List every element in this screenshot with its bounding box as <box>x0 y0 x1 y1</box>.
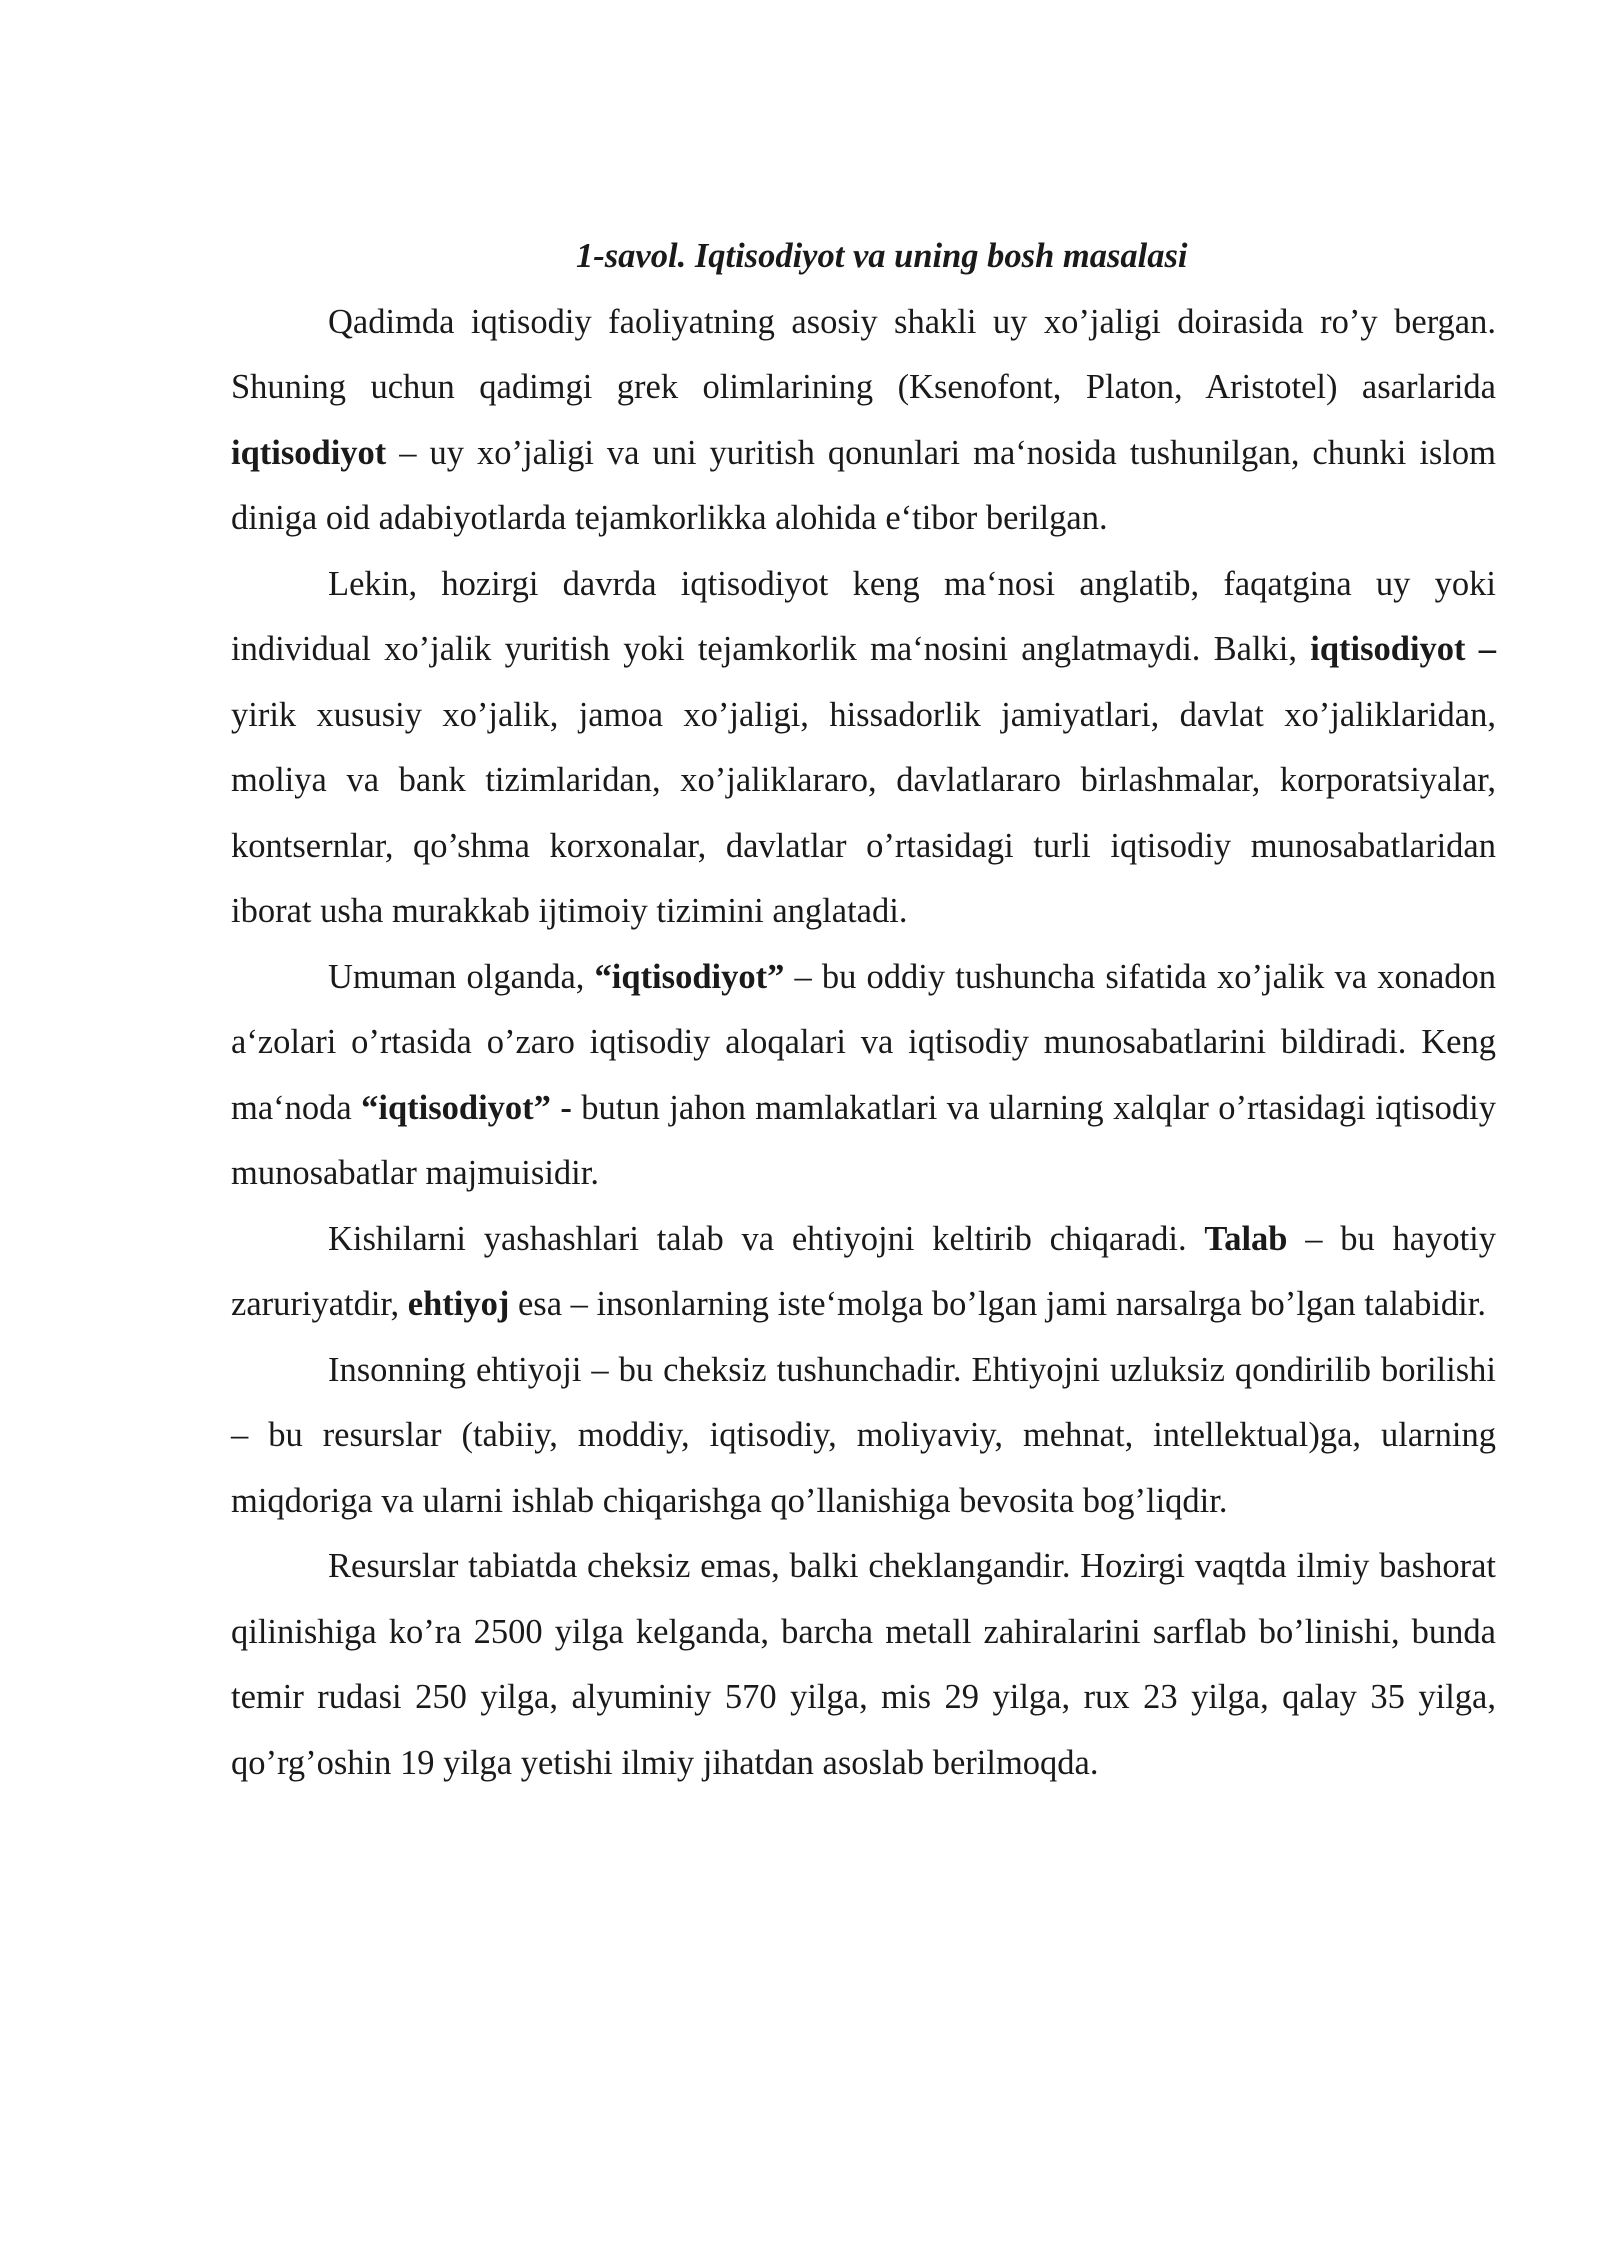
paragraph-3 <box>231 945 1496 1207</box>
paragraph-3-bold-term-1: “iqtisodiyot” <box>594 957 785 996</box>
paragraph-3-text-1: Umuman olganda, <box>328 957 595 996</box>
paragraph-6: Resurslar tabiatda cheksiz emas, balki cheklangandir. Hozirgi vaqtda ilmiy bashorat qilinishiga ko’ra 2500 yilga kelganda, barcha metall zahiralarini sarflab bo’linishi, bunda temir rudasi 250 yilga, alyuminiy 570 yilga, mis 29 yilga, rux 23 yilga, qalay 35 yilga, qo’rg’oshin 19 yilga yetishi ilmiy jihatdan asoslab berilmoqda. <box>231 1547 1496 1782</box>
paragraph-3-text-2: – bu oddiy tushuncha sifatida xo’jalik va xonadon a‘zolari o’rtasida o’zaro iqtisodiy aloqalari va iqtisodiy munosabatlarini bildiradi. Keng ma‘noda <box>231 957 1497 1127</box>
paragraph-4-text-3: esa – insonlarning iste‘molga bo’lgan jami narsalrga bo’lgan talabidir. <box>509 1285 1486 1323</box>
paragraph-2-bold-term: iqtisodiyot – <box>1310 630 1496 668</box>
section-title: 1-savol. Iqtisodiyot va uning bosh masalasi <box>576 237 1188 275</box>
paragraph-4-text-2: – bu hayotiy zaruriyatdir, <box>231 1219 1497 1323</box>
paragraph-1 <box>231 290 1496 552</box>
paragraph-1-text-2: – uy xo’jaligi va uni yuritish qonunlari ma‘nosida tushunilgan, chunki islom diniga oid adabiyotlarda tejamkorlikka alohida e‘tibor berilgan. <box>231 433 1496 537</box>
paragraph-4-bold-term-2: ehtiyoj <box>407 1285 510 1323</box>
paragraph-4-text-1: Kishilarni yashashlari talab va ehtiyojni keltirib chiqaradi. <box>328 1219 1205 1258</box>
paragraph-2 <box>231 552 1496 945</box>
paragraph-5: Insonning ehtiyoji – bu cheksiz tushunchadir. Ehtiyojni uzluksiz qondirilib borilishi – bu resurslar (tabiiy, moddiy, iqtisodiy, moliyaviy, mehnat, intellektual)ga, ularning miqdoriga va ularni ishlab chiqarishga qo’llanishiga bevosita bog’liqdir. <box>231 1350 1496 1520</box>
paragraph-1-text-1: Qadimda iqtisodiy faoliyatning asosiy shakli uy xo’jaligi doirasida ro’y bergan. Shuning uchun qadimgi grek olimlarining (Ksenofont, Platon, Aristotel) asarlarida <box>231 302 1496 406</box>
paragraph-4 <box>231 1207 1496 1338</box>
paragraph-2-text-2: yirik xususiy xo’jalik, jamoa xo’jaligi, hissadorlik jamiyatlari, davlat xo’jaliklaridan, moliya va bank tizimlaridan, xo’jaliklararo, davlatlararo birlashmalar, korporatsiyalar, kontsernlar, qo’shma korxonalar, davlatlar o’rtasidagi turli iqtisodiy munosabatlaridan iborat usha murakkab ijtimoiy tizimini anglatadi. <box>231 695 1496 930</box>
paragraph-4-bold-term-1: Talab <box>1204 1219 1288 1258</box>
paragraph-3-text-3: butun jahon mamlakatlari va ularning xalqlar o’rtasidagi iqtisodiy munosabatlar majmuisidir. <box>231 1088 1497 1192</box>
paragraph-3-bold-term-2: “iqtisodiyot” - <box>361 1088 572 1127</box>
paragraph-2-text-1: Lekin, hozirgi davrda iqtisodiyot keng ma‘nosi anglatib, faqatgina uy yoki individual xo’jalik yuritish yoki tejamkorlik ma‘nosini anglatmaydi. Balki, <box>231 564 1496 668</box>
document-body <box>231 224 1496 1796</box>
paragraph-1-bold-term: iqtisodiyot <box>231 433 387 472</box>
